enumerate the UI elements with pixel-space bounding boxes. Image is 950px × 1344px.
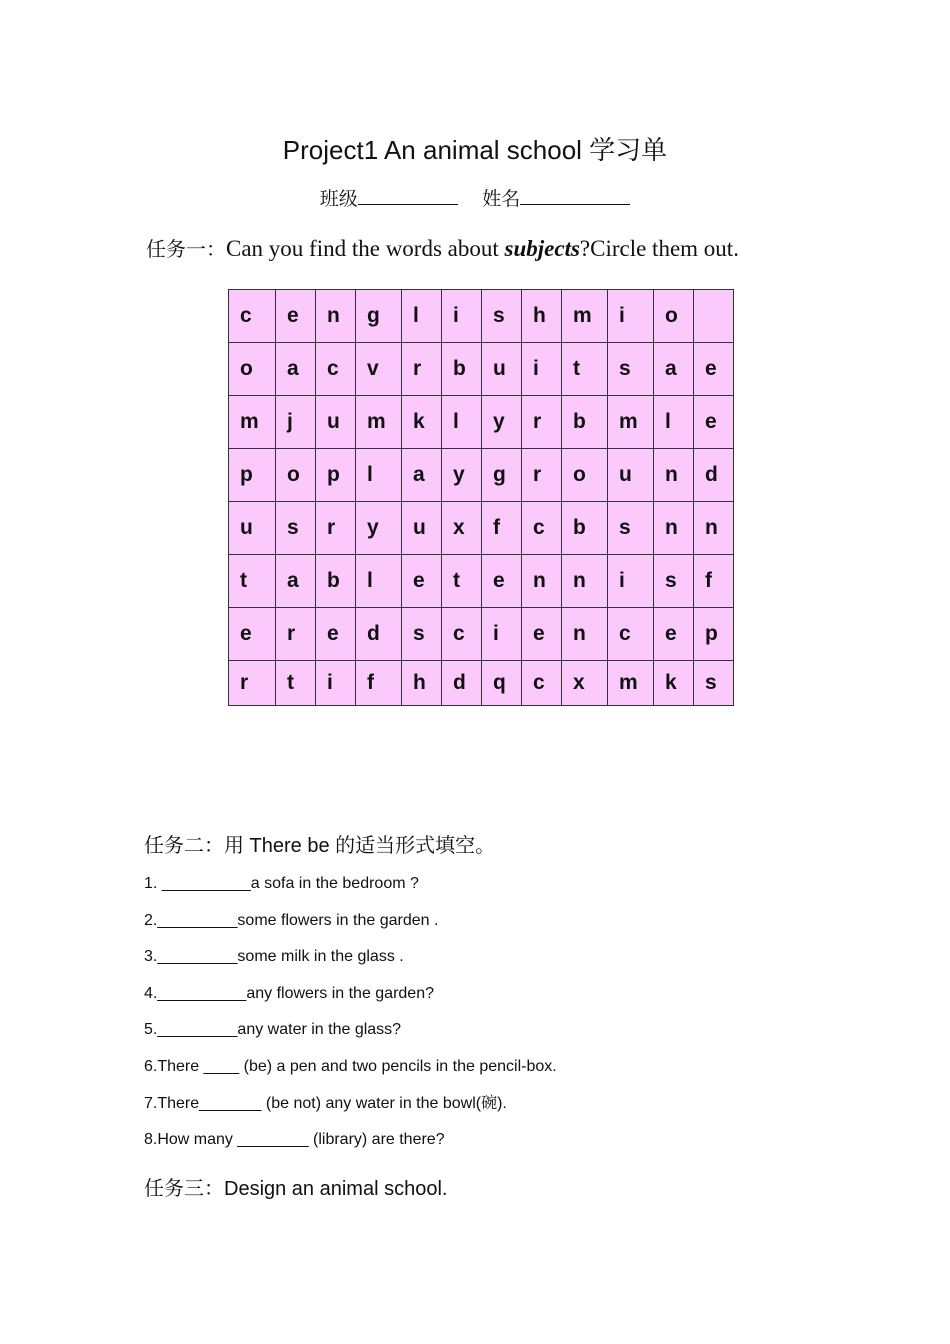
grid-cell[interactable]: c [522,661,562,706]
task1-text-after: ?Circle them out. [579,236,739,261]
grid-cell[interactable]: u [608,449,654,502]
grid-row [229,555,734,608]
grid-cell[interactable]: l [654,396,694,449]
name-label: 姓名 [482,189,521,210]
grid-cell[interactable]: b [562,396,608,449]
list-item: 8.How many ________ (library) are there? [144,1131,445,1149]
grid-cell[interactable]: u [229,502,276,555]
grid-row [229,608,734,661]
grid-cell[interactable]: r [229,661,276,706]
task1-emphasis: subjects [504,236,580,261]
grid-cell[interactable]: c [608,608,654,661]
grid-cell[interactable] [694,290,734,343]
task1-prefix: 任务一： [146,237,226,261]
grid-cell[interactable]: d [442,661,482,706]
grid-cell[interactable]: e [316,608,356,661]
grid-cell[interactable]: n [562,555,608,608]
grid-cell[interactable]: c [316,343,356,396]
grid-cell[interactable]: s [608,343,654,396]
task1-text-before: Can you find the words about [226,236,505,261]
grid-cell[interactable]: y [482,396,522,449]
grid-cell[interactable]: i [522,343,562,396]
grid-cell[interactable]: e [482,555,522,608]
grid-cell[interactable]: o [562,449,608,502]
grid-row [229,502,734,555]
grid-cell[interactable]: k [654,661,694,706]
task3-heading: 任务三：Design an animal school. [144,1178,448,1200]
grid-cell[interactable]: o [654,290,694,343]
grid-cell[interactable]: g [356,290,402,343]
grid-cell[interactable]: m [356,396,402,449]
grid-row [229,343,734,396]
grid-cell[interactable]: e [654,608,694,661]
grid-cell[interactable]: c [442,608,482,661]
grid-cell[interactable]: s [608,502,654,555]
grid-cell[interactable]: b [442,343,482,396]
list-item: 5._________any water in the glass? [144,1021,402,1039]
grid-cell[interactable]: e [276,290,316,343]
grid-cell[interactable]: r [316,502,356,555]
grid-cell[interactable]: p [694,608,734,661]
grid-cell[interactable]: c [229,290,276,343]
grid-row [229,449,734,502]
grid-cell[interactable]: p [229,449,276,502]
grid-cell[interactable]: c [522,502,562,555]
grid-cell[interactable]: r [522,396,562,449]
list-item: 4.__________any flowers in the garden? [144,984,434,1002]
grid-cell[interactable]: r [402,343,442,396]
grid-cell[interactable]: f [482,502,522,555]
grid-cell[interactable]: a [654,343,694,396]
grid-cell[interactable]: d [356,608,402,661]
grid-cell[interactable]: l [356,449,402,502]
grid-cell[interactable]: q [482,661,522,706]
task2-heading: 任务二：用 There be 的适当形式填空。 [144,835,496,857]
grid-cell[interactable]: n [654,502,694,555]
grid-cell[interactable]: a [402,449,442,502]
grid-cell[interactable]: x [442,502,482,555]
grid-cell[interactable]: i [608,555,654,608]
grid-cell[interactable]: t [442,555,482,608]
grid-cell[interactable]: i [608,290,654,343]
grid-cell[interactable]: l [402,290,442,343]
grid-row [229,661,734,706]
grid-cell[interactable]: d [694,449,734,502]
list-item: 2._________some flowers in the garden . [144,911,439,929]
grid-cell[interactable]: o [276,449,316,502]
task1-instruction [146,232,739,266]
list-item: 3._________some milk in the glass . [144,948,404,966]
grid-cell[interactable]: h [402,661,442,706]
grid-cell[interactable]: g [482,449,522,502]
grid-row [229,396,734,449]
grid-cell[interactable]: t [229,555,276,608]
grid-cell[interactable]: n [654,449,694,502]
grid-cell[interactable]: n [694,502,734,555]
grid-cell[interactable]: u [402,502,442,555]
grid-cell[interactable]: f [356,661,402,706]
class-name-line [0,186,950,214]
list-item: 7.There_______ (be not) any water in the bowl(碗). [144,1094,507,1112]
grid-cell[interactable]: s [402,608,442,661]
grid-cell[interactable]: m [608,661,654,706]
grid-cell[interactable]: y [356,502,402,555]
grid-cell[interactable]: t [562,343,608,396]
grid-cell[interactable]: m [562,290,608,343]
class-blank[interactable] [358,186,458,205]
fill-in-list [144,872,844,1165]
grid-cell[interactable]: f [694,555,734,608]
list-item: 1. __________a sofa in the bedroom ? [144,875,419,892]
grid-cell[interactable]: n [522,555,562,608]
list-item: 6.There ____ (be) a pen and two pencils in the pencil-box. [144,1057,557,1075]
grid-cell[interactable]: k [402,396,442,449]
grid-cell[interactable]: s [694,661,734,706]
grid-cell[interactable]: r [522,449,562,502]
grid-cell[interactable]: l [356,555,402,608]
grid-cell[interactable]: i [442,290,482,343]
grid-cell[interactable]: e [694,343,734,396]
name-blank[interactable] [520,186,630,205]
grid-row [229,290,734,343]
grid-cell[interactable]: p [316,449,356,502]
worksheet-title: Project1 An animal school 学习单 [282,135,668,165]
grid-cell[interactable]: e [229,608,276,661]
class-label: 班级 [319,189,358,210]
grid-cell[interactable]: y [442,449,482,502]
grid-cell[interactable]: s [482,290,522,343]
grid-cell[interactable]: v [356,343,402,396]
grid-cell[interactable]: b [316,555,356,608]
grid-cell[interactable]: m [229,396,276,449]
grid-cell[interactable]: s [654,555,694,608]
grid-cell[interactable]: j [276,396,316,449]
grid-cell[interactable]: m [608,396,654,449]
grid-cell[interactable]: s [276,502,316,555]
grid-cell[interactable]: x [562,661,608,706]
grid-cell[interactable]: r [276,608,316,661]
grid-cell[interactable]: e [694,396,734,449]
grid-cell[interactable]: l [442,396,482,449]
grid-cell[interactable]: e [522,608,562,661]
grid-cell[interactable]: u [482,343,522,396]
grid-cell[interactable]: i [482,608,522,661]
word-search-grid [228,289,734,706]
grid-cell[interactable]: a [276,343,316,396]
grid-cell[interactable]: n [562,608,608,661]
grid-cell[interactable]: i [316,661,356,706]
grid-cell[interactable]: h [522,290,562,343]
grid-cell[interactable]: u [316,396,356,449]
grid-cell[interactable]: o [229,343,276,396]
grid-cell[interactable]: a [276,555,316,608]
grid-cell[interactable]: b [562,502,608,555]
grid-cell[interactable]: e [402,555,442,608]
grid-cell[interactable]: n [316,290,356,343]
grid-cell[interactable]: t [276,661,316,706]
